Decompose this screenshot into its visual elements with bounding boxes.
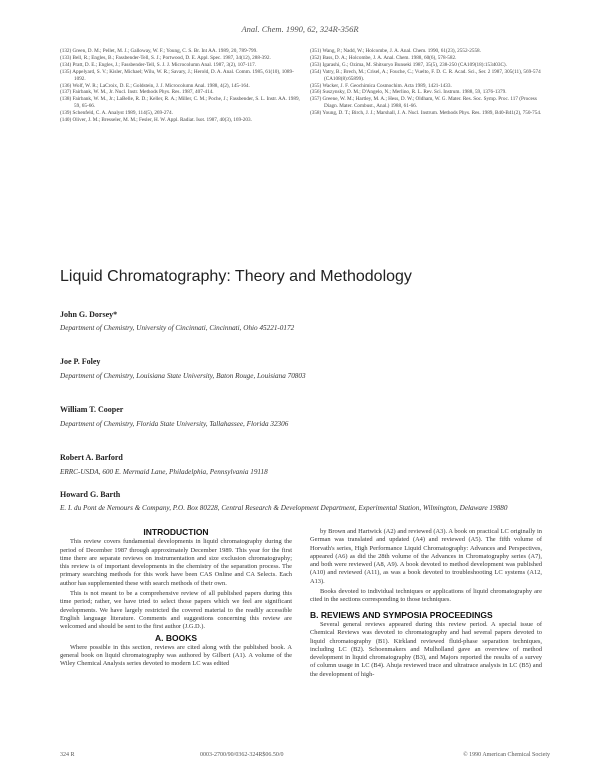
copyright-notice: © 1990 American Chemical Society [463,752,550,758]
reference-item: (351) Wang, P.; Nadd, W.; Holcombe, J. A. Anal. Chem. 1990, 61(23), 2552-2558. [310,48,481,54]
body-column-right [310,528,542,681]
reference-item: (138) Fairbank, W. M., Jr.; LaBelle, R. D.; Keller, R. A.; Miller, C. M.; Poche, J.; Fassbender, S. L. Instr. AA. 1989, 59, 65-66. [60,96,300,110]
reference-item: (132) Green, D. M.; Pellet, M. J.; Galloway, W. F.; Young, C. S. Br. Int AA. 1989, 20, 789-799. [60,48,258,54]
author-name: William T. Cooper [60,405,124,414]
body-paragraph: This review covers fundamental developments in liquid chromatography during the period of December 1987 through approximately December 1989. This year for the first time there are separate reviews on instrumentation and size exclusion chromatography; this review is of important developments in the chemistry of the separation process. The primary searching methods for this work have been CAS Online and CA Selects. Each author has supplemented these with search methods of their own. [60,538,292,587]
reference-item: (354) Vatry, B.; Brech, M.; Crisel, A.; Fouche, C.; Vuelto, F. D. C. R. Acad. Sci., Ser. 2 1987, 305(11), 569-574 (CA108(8):65899). [310,68,541,82]
reference-item: (353) Igarashi, G.; Ozima, M. Shitsuryo Bunseki 1987, 35(5), 238-250 (CA109(18):153403C). [310,61,507,68]
reference-item: (134) Pratt, D. E.; Engles, J.; Fassbender-Tell, S. J. J. Microcolumn Anal. 1987, 3(2), 107-117. [60,61,257,68]
section-heading-books: A. BOOKS [154,632,198,643]
author-affiliation: Department of Chemistry, University of Cincinnati, Cincinnati, Ohio 45221-0172 [60,324,295,332]
author-name: Howard G. Barth [60,490,121,499]
author-affiliation: Department of Chemistry, Florida State University, Tallahassee, Florida 32306 [60,420,289,428]
reference-item: (352) Bass, D. A.; Holcombe, J. A. Anal. Chem. 1988, 60(6), 578-582. [310,54,457,61]
reference-item: (139) Schenfeld, C. A. Analyst 1989, 114(5), 269-274. [60,110,173,117]
body-paragraph: Books devoted to individual techniques or applications of liquid chromatography are cited in the sections corresponding to those techniques. [310,588,542,604]
body-paragraph: by Brown and Hartwick (A2) and reviewed (A3). A book on practical LC originally in German was translated and updated (A4) and reviewed (A5). The fifth volume of Horvath's series, High Performance Liquid Chromatography: Advances and Perspectives, appeared (A6) as did the 28th volume of the Advances in Chromatography series (A7), and both were reviewed (A8, A9). A book devoted to method development was published (A10) and reviewed (A11), as was a book devoted to troubleshooting LC systems (A12, A13). [310,528,542,585]
reference-item: (358) Young, D. T.; Birch, J. J.; Marshall, J. A. Nucl. Instrum. Methods Phys. Res. 1989, B40-B41(2), 750-754. [310,110,542,117]
references-right-column [310,48,550,117]
references-left-column [60,48,300,124]
reference-item: (137) Fairbank, W. M., Jr. Nucl. Instr. Methods Phys. Res. 1987, 407-414. [60,89,214,96]
body-column-left [60,528,292,671]
running-head: Anal. Chem. 1990, 62, 324R-356R [241,24,359,34]
author-name: John G. Dorsey* [60,310,118,319]
reference-item: (135) Appelyard, S. V.; Kisler, Michael; Wilu, W. R.; Savary, J.; Herold, D. A. Anal. Comm. 1985, 61(10), 1089-1092. [60,68,294,82]
reference-item: (133) Bell, R.; Engles, B.; Fassbender-Tell, S. J.; Portwood, D. E. Appl. Spec. 1987, 34(12), 288-392. [60,54,271,61]
author-name: Robert A. Barford [60,453,123,462]
section-heading-reviews: B. REVIEWS AND SYMPOSIA PROCEEDINGS [310,609,493,620]
body-paragraph: Several general reviews appeared during this review period. A special issue of Chemical Reviews was devoted to chromatography and had several papers devoted to liquid chromatography (B1). Kirkland reviewed fluid-phase separation techniques, including LC (B2). Schoenmakers and Mulholland gave an overview of method development in liquid chromatography (B3), and Majors reported the results of a survey of column usage in LC (B4). Ahuja reviewed trace and ultratrace analysis in LC (B5) and the development of high- [310,620,542,678]
page-number: 324 R [60,752,75,758]
reference-item: (140) Oliver, J. M.; Bresseler, M. M.; Fesler, H. W. Appl. Radiat. Isot. 1987, 40(3), 169-203. [60,117,252,124]
author-affiliation: ERRC-USDA, 600 E. Mermaid Lane, Philadelphia, Pennsylvania 19118 [60,468,268,476]
reference-item: (355) Wacker, J. F. Geochimica Cosmochim. Acta 1989, 1421-1433. [310,82,452,89]
article-title: Liquid Chromatography: Theory and Methodology [60,268,412,285]
reference-item: (136) Wolf, W. R.; LaCroix, D. E.; Goldstein, J. J. Microcolumn Anal. 1988, 4(2), 145-164. [60,82,250,89]
section-heading-introduction: INTRODUCTION [143,527,209,537]
body-paragraph: This is not meant to be a comprehensive review of all published papers during this time period; rather, we have tried to select those papers which we feel are significant developments. We have largely restricted the covered material to the readily accessible English language literature. Comments and suggestions concerning this review are welcomed and should be sent to the first author (J.G.D.). [60,590,292,631]
author-name: Joe P. Foley [60,357,101,366]
author-affiliation: E. I. du Pont de Nemours & Company, P.O. Box 80228, Central Research & Development Department, Experimental Station, Wilmington, Delaware 19880 [60,504,508,512]
reference-item: (356) Suszynsky, D. M.; D'Angelo, N.; Merlino, R. L. Rev. Sci. Instrum. 1988, 59, 1376-1379. [310,89,507,96]
reference-item: (357) Greene, W. M.; Hartley, M. A.; Hess, D. W.; Oldham, W. G. Mater. Res. Soc. Symp. Proc. 117 (Process Diagn. Mater. Combust., Anal.) 1988, 61-66. [310,96,537,110]
author-affiliation: Department of Chemistry, Louisiana State University, Baton Rouge, Louisiana 70803 [60,372,306,380]
body-paragraph: Where possible in this section, reviews are cited along with the published book. A general book on liquid chromatography was authored by Gilbert (A1). A volume of the Wiley Chemical Analysis series devoted to modern LC was edited [60,643,292,668]
article-code: 0003-2700/90/0362-324R$06.50/0 [200,752,284,758]
